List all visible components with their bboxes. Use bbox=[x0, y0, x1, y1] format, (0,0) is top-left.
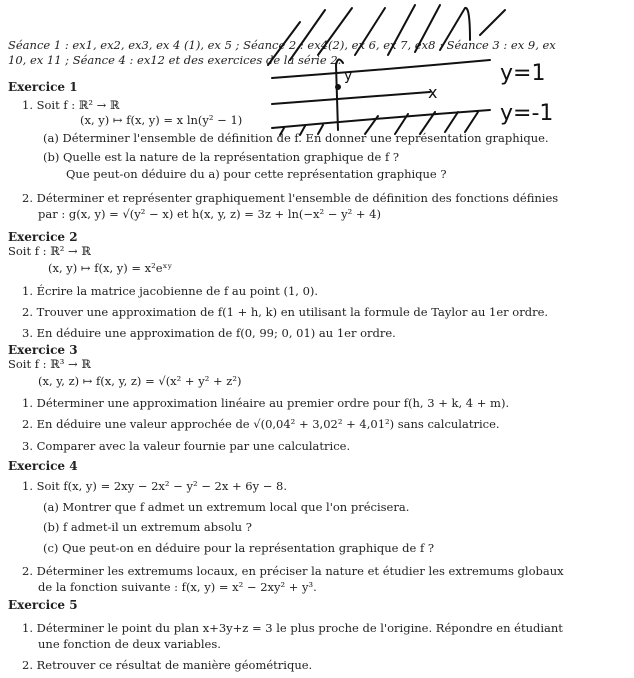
ex1-line: (x, y) ↦ f(x, y) = x ln(y² − 1) bbox=[80, 113, 243, 127]
label-y-equals-minus-1: y=-1 bbox=[500, 101, 554, 126]
line-y-minus-1 bbox=[272, 110, 490, 128]
ex1-line: 2. Déterminer et représenter graphiquement l'ensemble de définition des fonctions définies bbox=[22, 191, 559, 205]
ex3-line: (x, y, z) ↦ f(x, y, z) = √(x² + y² + z²) bbox=[38, 374, 242, 388]
ex4-line: (c) Que peut-on en déduire pour la représentation graphique de f ? bbox=[43, 541, 435, 555]
y-axis-label: y bbox=[344, 68, 353, 84]
ex1-line: (b) Quelle est la nature de la représentation graphique de f ? bbox=[43, 150, 400, 164]
exercise-2-title: Exercice 2 bbox=[8, 230, 78, 244]
y-axis-line bbox=[336, 59, 343, 130]
ex5-line: une fonction de deux variables. bbox=[38, 637, 221, 651]
ex5-line: 2. Retrouver ce résultat de manière géométrique. bbox=[22, 658, 313, 672]
ex1-line: Que peut-on déduire du a) pour cette représentation graphique ? bbox=[66, 167, 447, 181]
ex1-line: (a) Déterminer l'ensemble de définition de f. En donner une représentation graphique. bbox=[43, 131, 549, 145]
origin-dot bbox=[336, 85, 340, 89]
ex3-line: 3. Comparer avec la valeur fournie par une calculatrice. bbox=[22, 439, 351, 453]
ex1-line: 1. Soit f : ℝ² → ℝ bbox=[22, 98, 120, 112]
ex2-line: (x, y) ↦ f(x, y) = x²eˣʸ bbox=[48, 261, 173, 275]
ex5-line: 1. Déterminer le point du plan x+3y+z = 3 le plus proche de l'origine. Répondre en étudiant bbox=[22, 621, 563, 635]
ex4-line: (b) f admet-il un extremum absolu ? bbox=[43, 520, 252, 534]
ex4-line: 2. Déterminer les extremums locaux, en préciser la nature et étudier les extremums globaux bbox=[22, 564, 564, 578]
ex2-line: 1. Écrire la matrice jacobienne de f au point (1, 0). bbox=[22, 284, 319, 298]
ex2-line: 2. Trouver une approximation de f(1 + h, k) en utilisant la formule de Taylor au 1er ordre. bbox=[22, 305, 549, 319]
exercise-1-title: Exercice 1 bbox=[8, 80, 78, 94]
exercise-3-title: Exercice 3 bbox=[8, 343, 78, 357]
ex4-line: de la fonction suivante : f(x, y) = x² − 2xy² + y³. bbox=[38, 580, 317, 594]
ex3-line: Soit f : ℝ³ → ℝ bbox=[8, 357, 91, 371]
exercise-5-title: Exercice 5 bbox=[8, 598, 78, 612]
x-axis-line bbox=[272, 92, 430, 104]
ex4-line: (a) Montrer que f admet un extremum local que l'on précisera. bbox=[43, 500, 410, 514]
label-y-equals-1: y=1 bbox=[500, 61, 546, 86]
schedule-line-1: Séance 1 : ex1, ex2, ex3, ex 4 (1), ex 5 ; Séance 2 : ex4(2), ex 6, ex 7, ex8 ; Séance 3 : ex 9, ex bbox=[8, 38, 556, 52]
ex2-line: Soit f : ℝ² → ℝ bbox=[8, 244, 91, 258]
ex3-line: 1. Déterminer une approximation linéaire au premier ordre pour f(h, 3 + k, 4 + m). bbox=[22, 396, 510, 410]
ex3-line: 2. En déduire une valeur approchée de √(0,04² + 3,02² + 4,01²) sans calculatrice. bbox=[22, 417, 500, 431]
ex4-line: 1. Soit f(x, y) = 2xy − 2x² − y² − 2x + 6y − 8. bbox=[22, 479, 287, 493]
x-axis-label: x bbox=[428, 83, 438, 102]
ex1-line: par : g(x, y) = √(y² − x) et h(x, y, z) = 3z + ln(−x² − y² + 4) bbox=[38, 207, 381, 221]
schedule-line-2: 10, ex 11 ; Séance 4 : ex12 et des exercices de la série 2. bbox=[8, 53, 342, 67]
exercise-4-title: Exercice 4 bbox=[8, 459, 78, 473]
ex2-line: 3. En déduire une approximation de f(0, 99; 0, 01) au 1er ordre. bbox=[22, 326, 396, 340]
